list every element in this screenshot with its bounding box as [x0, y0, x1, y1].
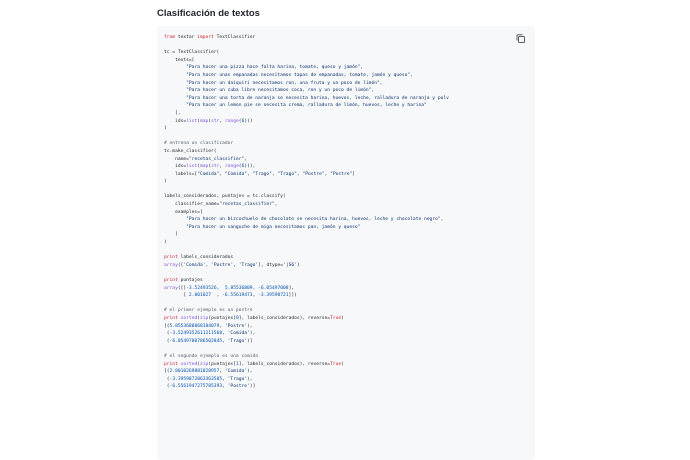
code-line: texts=[ [164, 57, 195, 63]
code-line [164, 345, 449, 353]
code-line [164, 300, 449, 308]
code-line [164, 247, 449, 255]
code-line: "Para hacer un daiquiri necesitamos ron, una fruta y un poco de limón", [186, 80, 383, 86]
code-line: "Para hacer una pizza hace falta harina, tomate, queso y jamón", [186, 65, 364, 71]
copy-icon [515, 33, 527, 45]
code-line: print sorted(zip(puntajes[1], labels_considerados), reverse=True) [164, 361, 344, 367]
code-line: print puntajes [164, 278, 203, 283]
code-line [164, 42, 449, 50]
code-line: "Para hacer un cuba libre necesitamos coca, ron y un poco de limón", [186, 88, 375, 94]
code-line: name="recetas_classifier", [164, 156, 248, 162]
code-line: [(5.8553680868184079, 'Postre'), [164, 323, 253, 329]
code-line: (-6.5561947275785393, 'Postre')] [164, 384, 256, 390]
code-line: # entrena un clasificador [164, 141, 234, 147]
code-line: array(['Comida', 'Postre', 'Trago'], dtype='|S6') [164, 262, 300, 268]
code-line: "Para hacer unas empanadas necesitamos tapas de empanadas, tomate, jamón y queso", [186, 72, 413, 78]
code-line: "Para hacer un lemon pie se necesita crema, ralladura de limón, huevos, leche y harina" [186, 103, 427, 109]
code-line: array([[-3.52493526, 5.85536809, -6.05497008], [164, 285, 295, 291]
code-line: ] [164, 232, 178, 238]
code-line: "Para hacer un sanguche de miga necesitamos pan, jamón y queso" [186, 224, 361, 230]
code-line: ) [164, 126, 167, 132]
code-line: ) [164, 240, 167, 246]
code-line: from textar import TextClassifier [164, 35, 256, 40]
code-line: labels=["Comida", "Comida", "Trago", "Trago", "Postre", "Postre"] [164, 171, 356, 177]
code-line: examples=[ [164, 209, 203, 215]
code-content [164, 34, 449, 391]
code-line: # el primer ejemplo es un postre [164, 308, 253, 314]
code-line: tc.make_classifier( [164, 148, 217, 154]
code-line: (-6.0549700786502845, 'Trago')] [164, 338, 253, 344]
code-line: [(2.8010269881828957, 'Comida'), [164, 369, 253, 375]
code-line: ], [164, 110, 181, 116]
copy-button[interactable] [515, 30, 527, 42]
code-line: (-3.5249352611211568, 'Comida'), [164, 331, 256, 337]
code-line: ids=list(map(str, range(6))), [164, 164, 256, 170]
code-line [164, 269, 449, 277]
code-line: "Para hacer un bizcochuelo de chocolate se necesita harina, huevos, leche y chocolate negro", [186, 217, 444, 223]
code-line: ) [164, 179, 167, 185]
code-line: (-3.3959872063363505, 'Trago'), [164, 376, 253, 382]
code-block [157, 26, 535, 460]
code-line [164, 133, 449, 141]
code-line: [ 2.801027 , -6.55619473, -3.39598721]]) [164, 293, 297, 299]
code-line: classifier_name="recetas_classifier", [164, 202, 278, 208]
code-line: # el segundo ejemplo es una comida [164, 353, 259, 359]
code-line: print labels_considerados [164, 255, 234, 261]
code-line: tc = TextClassifier( [164, 50, 220, 56]
page-title: Clasificación de textos [157, 8, 260, 19]
code-line: ids=list(map(str, range(6))) [164, 118, 253, 124]
code-line: print sorted(zip(puntajes[0], labels_considerados), reverse=True) [164, 315, 344, 321]
code-line: labels_considerados, puntajes = tc.classify( [164, 194, 286, 200]
code-line: "Para hacer una torta de naranja se necesita harina, huevos, leche, ralladura de naranja y polv [186, 95, 449, 101]
code-line [164, 186, 449, 194]
